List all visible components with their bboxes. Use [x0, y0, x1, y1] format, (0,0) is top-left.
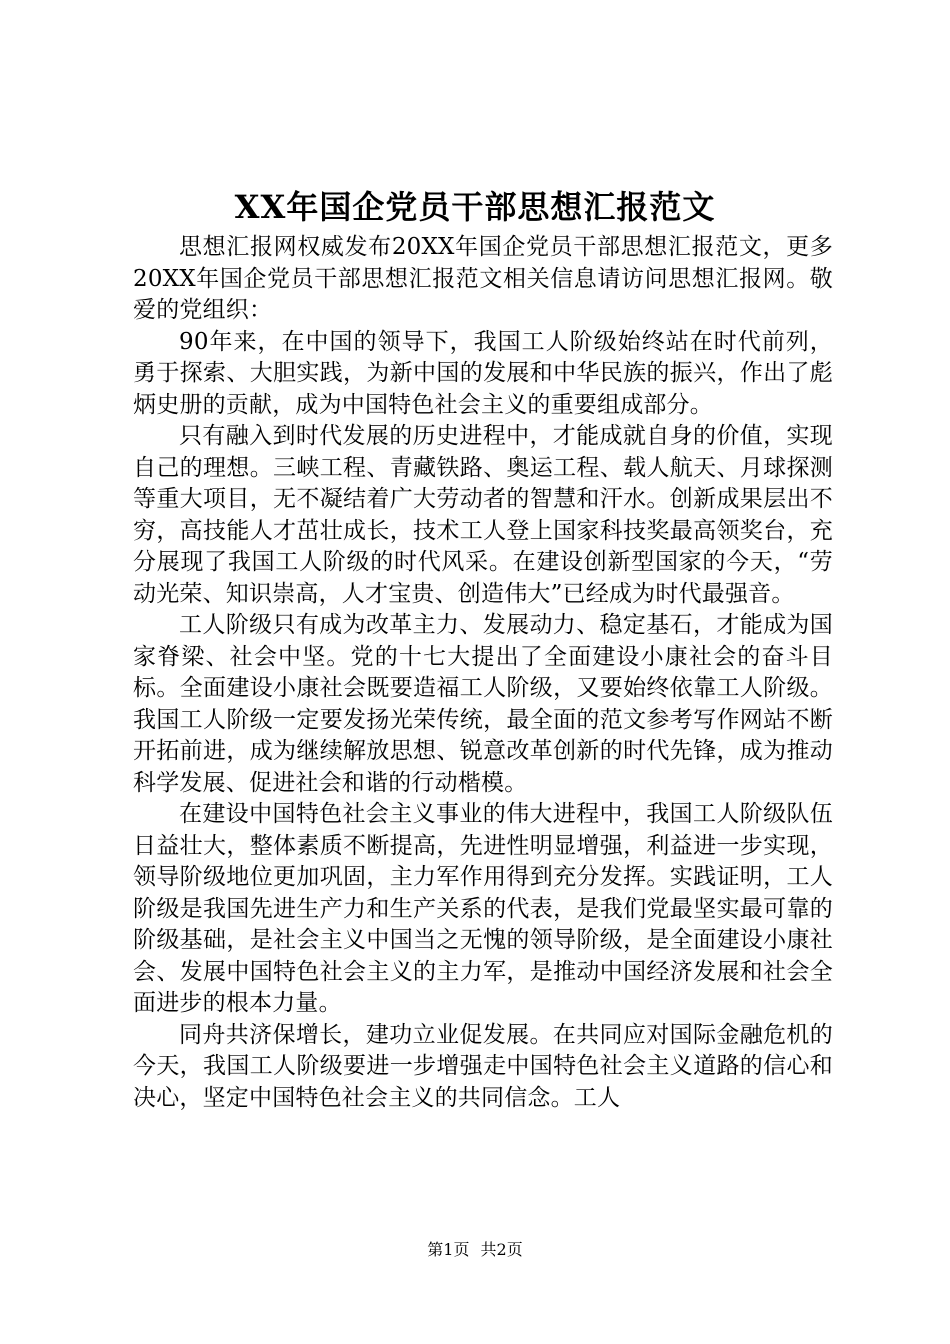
document-body — [133, 232, 833, 1114]
paragraph-era-value: 只有融入到时代发展的历史进程中，才能成就自身的价值，实现自己的理想。三峡工程、青藏铁路、奥运工程、载人航天、月球探测等重大项目，无不凝结着广大劳动者的智慧和汗水。创新成果层出不穷，高技能人才茁壮成长，技术工人登上国家科技奖最高领奖台，充分展现了我国工人阶级的时代风采。在建设创新型国家的今天，“劳动光荣、知识崇高，人才宝贵、创造伟大”已经成为时代最强音。 — [133, 423, 833, 607]
total-pages: 共2页 — [480, 1240, 523, 1259]
page-footer — [0, 1238, 950, 1262]
paragraph-intro: 思想汇报网权威发布20XX年国企党员干部思想汇报范文，更多20XX年国企党员干部思想汇报范文相关信息请访问思想汇报网。敬爱的党组织： — [133, 234, 833, 323]
document-title: XX年国企党员干部思想汇报范文 — [234, 188, 716, 226]
paragraph-reform-main-force: 工人阶级只有成为改革主力、发展动力、稳定基石，才能成为国家脊梁、社会中坚。党的十七大提出了全面建设小康社会的奋斗目标。全面建设小康社会既要造福工人阶级，又要始终依靠工人阶级。我国工人阶级一定要发扬光荣传统，最全面的范文参考写作网站不断开拓前进，成为继续解放思想、锐意改革创新的时代先锋，成为推动科学发展、促进社会和谐的行动楷模。 — [133, 612, 833, 796]
paragraph-growth: 同舟共济保增长，建功立业促发展。在共同应对国际金融危机的今天，我国工人阶级要进一步增强走中国特色社会主义道路的信心和决心，坚定中国特色社会主义的共同信念。工人 — [133, 1021, 833, 1111]
page-number: 第1页 — [427, 1240, 470, 1259]
paragraph-socialism-construction: 在建设中国特色社会主义事业的伟大进程中，我国工人阶级队伍日益壮大，整体素质不断提高，先进性明显增强，利益进一步实现，领导阶级地位更加巩固，主力军作用得到充分发挥。实践证明，工人阶级是我国先进生产力和生产关系的代表，是我们党最坚实最可靠的阶级基础，是社会主义中国当之无愧的领导阶级，是全面建设小康社会、发展中国特色社会主义的主力军，是推动中国经济发展和社会全面进步的根本力量。 — [133, 801, 833, 1016]
paragraph-90-years: 90年来，在中国的领导下，我国工人阶级始终站在时代前列，勇于探索、大胆实践，为新中国的发展和中华民族的振兴，作出了彪炳史册的贡献，成为中国特色社会主义的重要组成部分。 — [133, 328, 833, 418]
